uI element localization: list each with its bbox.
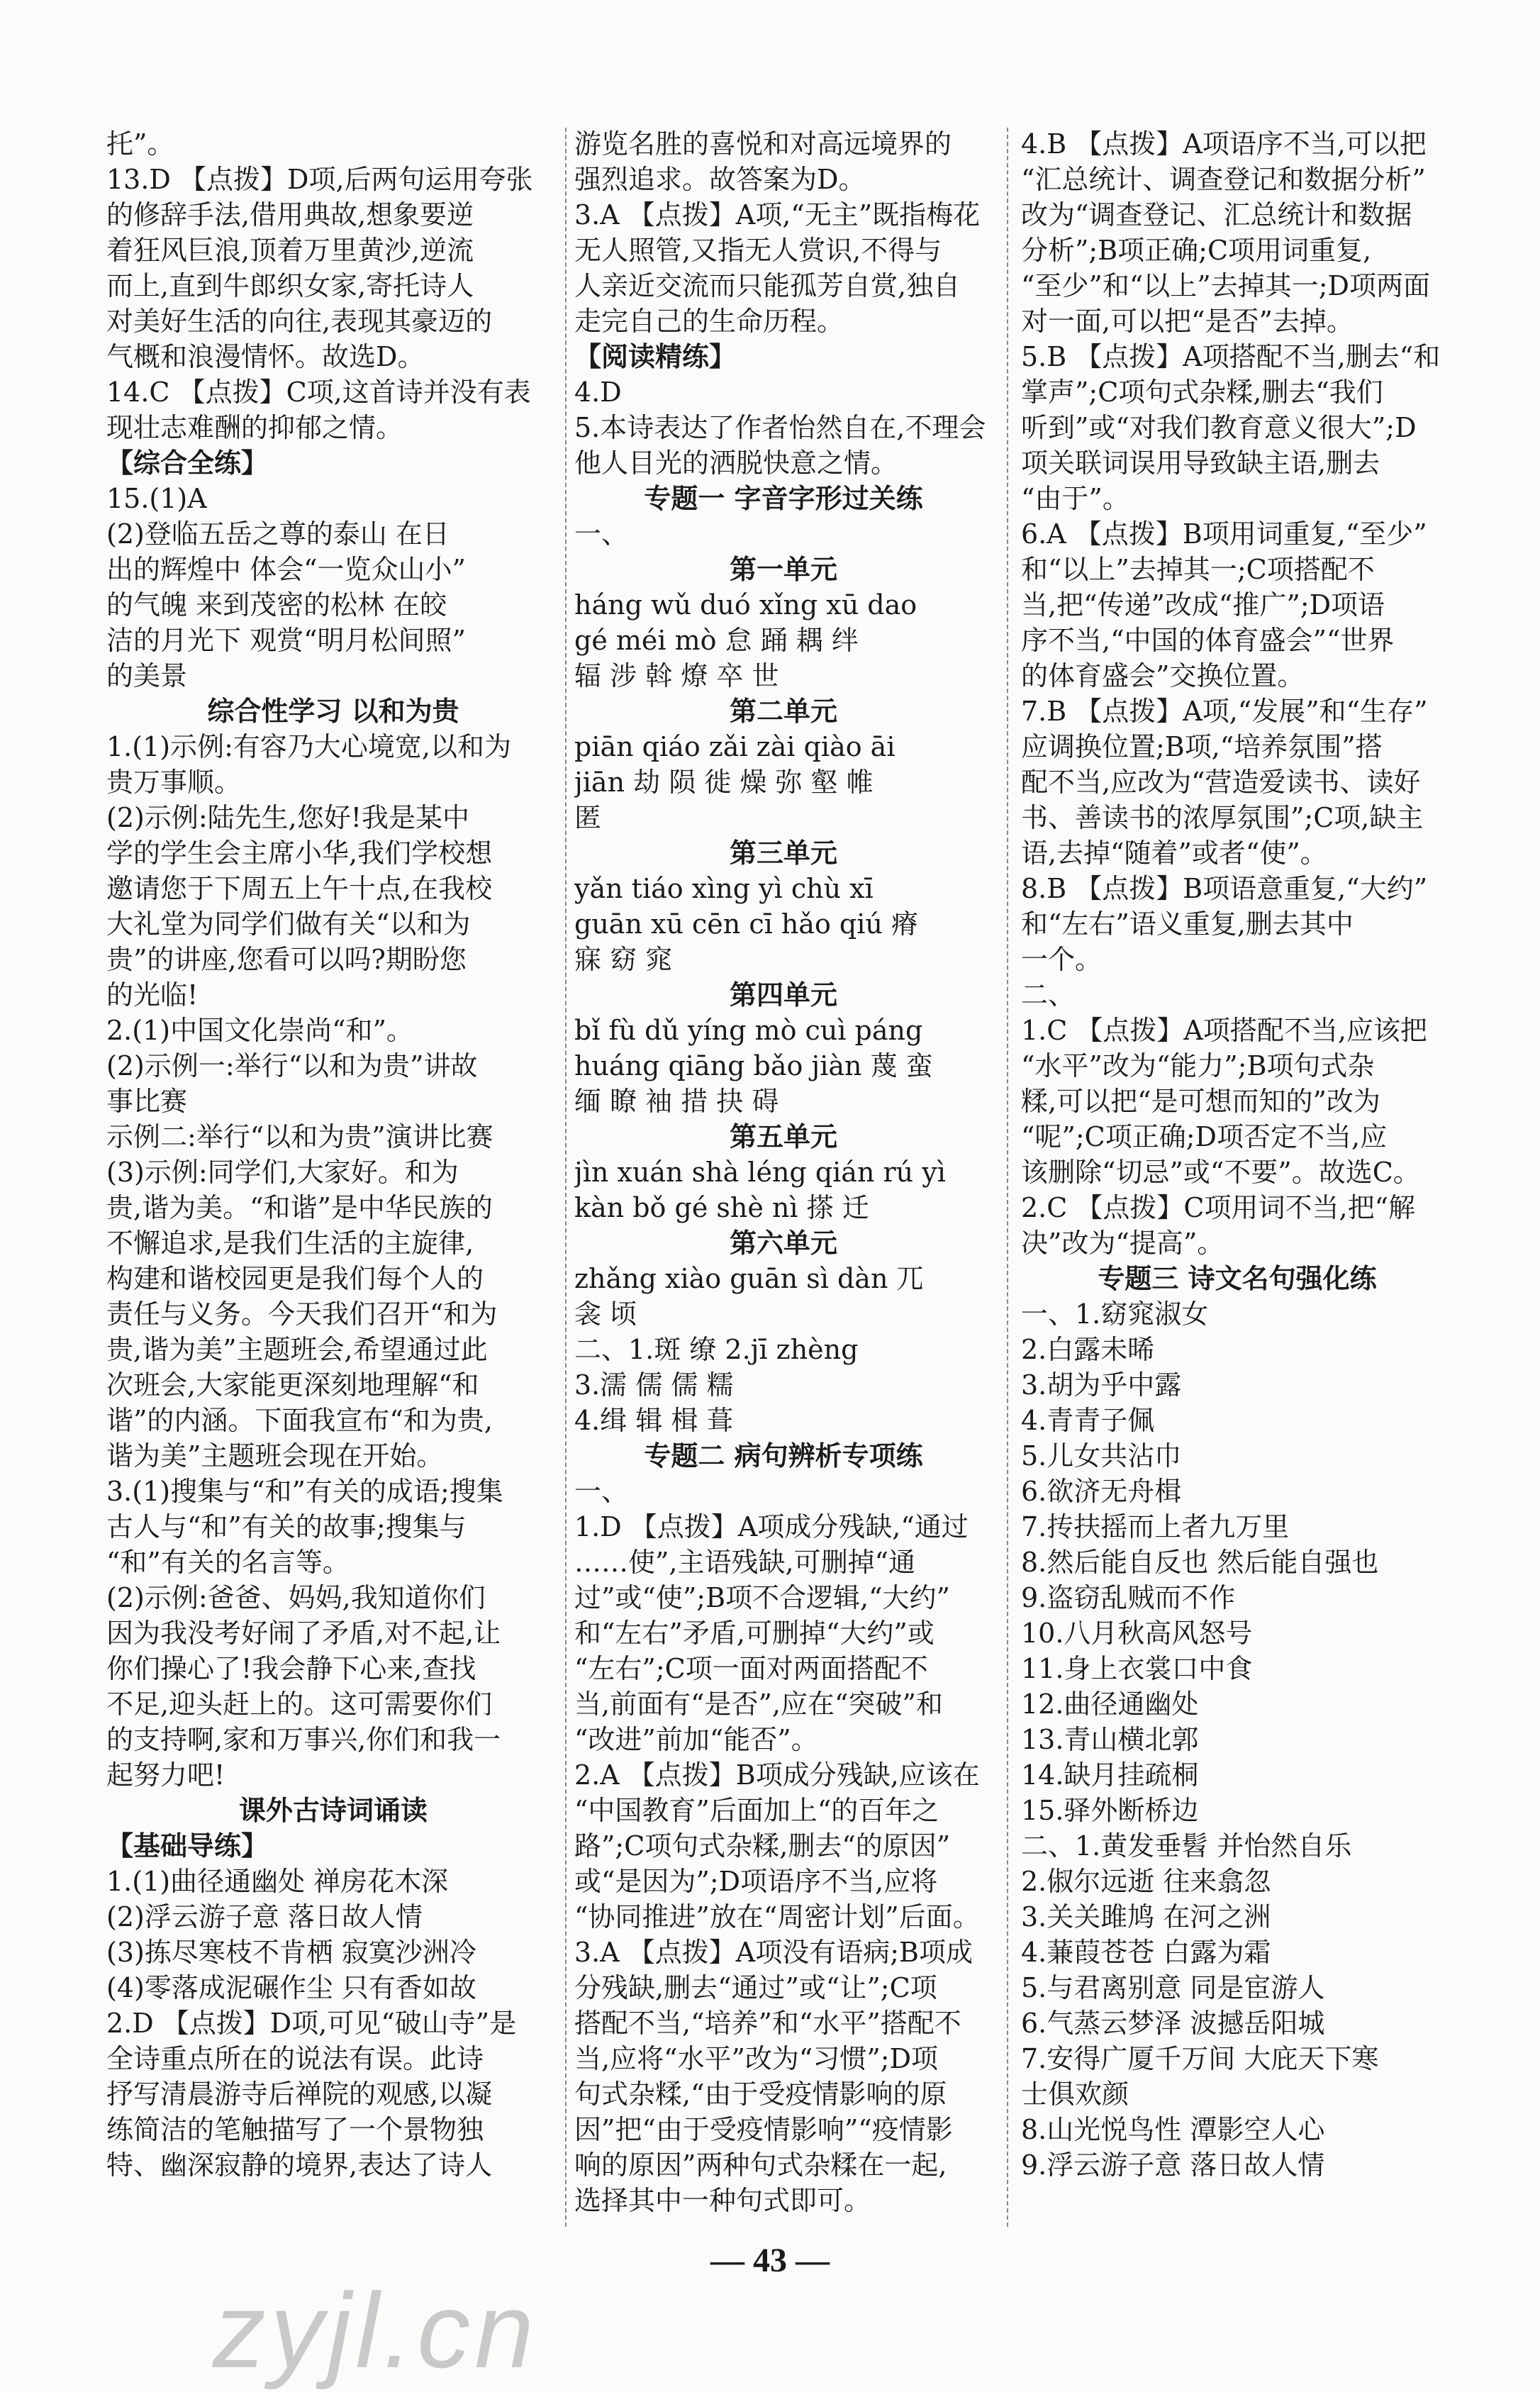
text-line: 1.C 【点拨】A项搭配不当,应该把: [1021, 1015, 1427, 1046]
text-line: 一、1.窈窕淑女: [1021, 1298, 1209, 1330]
answer-column-middle: [574, 126, 993, 2218]
text-line: 而上,直到牛郎织女家,寄托诗人: [106, 270, 474, 301]
text-line: 构建和谐校园更是我们每个人的: [106, 1263, 484, 1294]
text-line: “呢”;C项正确;D项否定不当,应: [1021, 1121, 1388, 1152]
text-line: jìn xuán shà léng qián rú yì: [574, 1157, 946, 1188]
text-line: 该删除“切忌”或“不要”。故选C。: [1021, 1157, 1420, 1188]
text-line: “和”有关的名言等。: [106, 1547, 350, 1578]
text-line: 衾 顷: [574, 1298, 637, 1330]
text-line: bǐ fù dǔ yíng mò cuì páng: [574, 1015, 923, 1046]
text-line: 应调换位置;B项,“培养氛围”搭: [1021, 731, 1383, 762]
text-line: 你们操心了!我会静下心来,查找: [106, 1653, 476, 1684]
text-line: 示例二:举行“以和为贵”演讲比赛: [106, 1121, 493, 1152]
text-line: 匿: [574, 802, 602, 833]
text-line: 贵,谐为美。“和谐”是中华民族的: [106, 1192, 493, 1223]
column-divider: [1007, 128, 1008, 2227]
text-line: 选择其中一种句式即可。: [574, 2185, 871, 2216]
text-line: (2)浮云游子意 落日故人情: [106, 1901, 423, 1932]
text-line: 序不当,“中国的体育盛会”“世界: [1021, 625, 1395, 656]
text-line: 掌声”;C项句式杂糅,删去“我们: [1021, 377, 1383, 408]
text-line: 13.D 【点拨】D项,后两句运用夸张: [106, 164, 533, 195]
text-line: 10.八月秋高风怒号: [1021, 1618, 1253, 1649]
section-heading: 第三单元: [729, 837, 837, 869]
text-line: 贵”的讲座,您看可以吗?期盼您: [106, 944, 467, 975]
text-line: “至少”和“以上”去掉其一;D项两面: [1021, 270, 1430, 301]
section-heading: 第四单元: [729, 979, 837, 1011]
text-line: 3.胡为乎中露: [1021, 1369, 1182, 1401]
text-line: 句式杂糅,“由于受疫情影响的原: [574, 2079, 947, 2110]
text-line: gé méi mò 怠 踊 耦 绊: [574, 625, 859, 656]
text-line: piān qiáo zǎi zài qiào āi: [574, 731, 895, 762]
text-line: 7.抟扶摇而上者九万里: [1021, 1511, 1290, 1542]
text-line: 特、幽深寂静的境界,表达了诗人: [106, 2149, 493, 2181]
text-line: 当,把“传递”改成“推广”;D项语: [1021, 589, 1385, 621]
text-line: 对美好生活的向往,表现其豪迈的: [106, 306, 493, 337]
text-line: 8.山光悦鸟性 潭影空人心: [1021, 2114, 1325, 2145]
text-line: 8.B 【点拨】B项语意重复,“大约”: [1021, 873, 1428, 904]
column-divider: [565, 128, 567, 2227]
text-line: 不懈追求,是我们生活的主旋律,: [106, 1228, 474, 1259]
text-line: 3.A 【点拨】A项没有语病;B项成: [574, 1937, 973, 1968]
text-line: 和“左右”语义重复,删去其中: [1021, 908, 1354, 940]
text-line: ……使”,主语残缺,可删掉“通: [574, 1547, 916, 1578]
text-line: 人亲近交流而只能孤芳自赏,独自: [574, 270, 961, 301]
text-line: 和“左右”矛盾,可删掉“大约”或: [574, 1618, 934, 1649]
text-line: 辐 涉 斡 燎 卒 世: [574, 660, 779, 691]
text-line: 13.青山横北郭: [1021, 1724, 1199, 1755]
section-heading: 专题三 诗文名句强化练: [1098, 1262, 1377, 1294]
text-line: 6.A 【点拨】B项用词重复,“至少”: [1021, 518, 1427, 550]
text-line: 15.(1)A: [106, 483, 207, 514]
text-line: 出的辉煌中 体会“一览众山小”: [106, 554, 466, 585]
section-heading: 专题一 字音字形过关练: [644, 482, 923, 514]
text-line: 2.(1)中国文化崇尚“和”。: [106, 1015, 413, 1046]
text-line: 全诗重点所在的说法有误。此诗: [106, 2043, 484, 2074]
text-line: 2.D 【点拨】D项,可见“破山寺”是: [106, 2008, 517, 2039]
text-line: 走完自己的生命历程。: [574, 306, 844, 337]
text-line: 4.B 【点拨】A项语序不当,可以把: [1021, 128, 1427, 160]
text-line: 分析”;B项正确;C项用词重复,: [1021, 235, 1372, 266]
text-line: 1.(1)曲径通幽处 禅房花木深: [106, 1866, 449, 1897]
text-line: 配不当,应改为“营造爱读书、读好: [1021, 767, 1421, 798]
text-line: 对一面,可以把“是否”去掉。: [1021, 306, 1354, 337]
text-line: 的气魄 来到茂密的松林 在皎: [106, 589, 447, 621]
text-line: 项关联词误用导致缺主语,删去: [1021, 447, 1380, 479]
text-line: 谐”的内涵。下面我宣布“和为贵,: [106, 1405, 493, 1436]
text-line: 起努力吧!: [106, 1759, 225, 1791]
text-line: 15.驿外断桥边: [1021, 1795, 1199, 1826]
text-line: 6.欲济无舟楫: [1021, 1476, 1182, 1507]
text-line: 古人与“和”有关的故事;搜集与: [106, 1511, 467, 1542]
text-line: 响的原因”两种句式杂糅在一起,: [574, 2149, 947, 2181]
text-line: (2)示例:爸爸、妈妈,我知道你们: [106, 1582, 486, 1613]
text-line: 8.然后能自反也 然后能自强也: [1021, 1547, 1379, 1578]
text-line: 听到”或“对我们教育意义很大”;D: [1021, 412, 1417, 443]
watermark-logo: zyjl.cn: [213, 2271, 538, 2390]
text-line: 2.白露未晞: [1021, 1334, 1155, 1365]
text-line: 游览名胜的喜悦和对高远境界的: [574, 128, 952, 160]
text-line: 着狂风巨浪,顶着万里黄沙,逆流: [106, 235, 474, 266]
section-heading: 第二单元: [729, 695, 837, 727]
page-number: — 43 —: [710, 2242, 830, 2279]
text-line: 5.本诗表达了作者怡然自在,不理会: [574, 412, 986, 443]
text-line: “改进”前加“能否”。: [574, 1724, 818, 1755]
text-line: 7.B 【点拨】A项,“发展”和“生存”: [1021, 696, 1428, 727]
text-line: 或“是因为”;D项语序不当,应将: [574, 1866, 938, 1897]
answer-column-left: [106, 126, 560, 2183]
text-line: (3)示例:同学们,大家好。和为: [106, 1157, 459, 1188]
subsection-label: 【阅读精练】: [574, 340, 737, 372]
text-line: 练简洁的笔触描写了一个景物独: [106, 2114, 484, 2145]
text-line: 2.A 【点拨】B项成分残缺,应该在: [574, 1759, 980, 1791]
text-line: 5.B 【点拨】A项搭配不当,删去“和: [1021, 341, 1441, 372]
text-line: 一、: [574, 518, 629, 550]
text-line: 贵万事顺。: [106, 767, 242, 798]
text-line: 邀请您于下周五上午十点,在我校: [106, 873, 493, 904]
text-line: 和“以上”去掉其一;C项搭配不: [1021, 554, 1375, 585]
text-line: 9.浮云游子意 落日故人情: [1021, 2149, 1325, 2181]
text-line: 3.濡 儒 儒 糯: [574, 1369, 734, 1401]
text-line: 的美景: [106, 660, 188, 691]
text-line: 14.C 【点拨】C项,这首诗并没有表: [106, 377, 531, 408]
section-heading: 课外古诗词诵读: [238, 1794, 428, 1826]
text-line: 3.(1)搜集与“和”有关的成语;搜集: [106, 1476, 503, 1507]
text-line: háng wǔ duó xǐng xū dao: [574, 589, 917, 621]
text-line: 次班会,大家能更深刻地理解“和: [106, 1369, 479, 1401]
text-line: 现壮志难酬的抑郁之情。: [106, 412, 403, 443]
text-line: 的光临!: [106, 979, 199, 1011]
subsection-label: 【基础导练】: [106, 1830, 269, 1862]
text-line: 二、1.黄发垂髫 并怡然自乐: [1021, 1830, 1352, 1862]
text-line: zhǎng xiào guān sì dàn 兀: [574, 1263, 924, 1294]
text-line: 2.俶尔远逝 往来翕忽: [1021, 1866, 1271, 1897]
text-line: 11.身上衣裳口中食: [1021, 1653, 1253, 1684]
text-line: 因”把“由于受疫情影响”“疫情影: [574, 2114, 953, 2145]
text-line: 学的学生会主席小华,我们学校想: [106, 838, 493, 869]
text-line: 过”或“使”;B项不合逻辑,“大约”: [574, 1582, 950, 1613]
text-line: 事比赛: [106, 1086, 188, 1117]
section-heading: 第六单元: [729, 1227, 837, 1259]
text-line: 当,应将“水平”改为“习惯”;D项: [574, 2043, 939, 2074]
text-line: 7.安得广厦千万间 大庇天下寒: [1021, 2043, 1379, 2074]
text-line: 二、1.斑 缭 2.jī zhèng: [574, 1334, 859, 1365]
text-line: 2.C 【点拨】C项用词不当,把“解: [1021, 1192, 1415, 1223]
text-line: 1.(1)示例:有容乃大心境宽,以和为: [106, 731, 511, 762]
text-line: 一个。: [1021, 944, 1103, 975]
text-line: 12.曲径通幽处: [1021, 1689, 1199, 1720]
text-line: 路”;C项句式杂糅,删去“的原因”: [574, 1830, 951, 1862]
text-line: 洁的月光下 观赏“明月松间照”: [106, 625, 466, 656]
text-line: 的体育盛会”交换位置。: [1021, 660, 1305, 691]
text-line: 缅 瞭 袖 措 抉 碍: [574, 1086, 779, 1117]
text-line: 5.与君离别意 同是宦游人: [1021, 1972, 1325, 2003]
text-line: 3.A 【点拨】A项,“无主”既指梅花: [574, 199, 981, 230]
text-line: (3)拣尽寒枝不肯栖 寂寞沙洲冷: [106, 1937, 476, 1968]
text-line: 士俱欢颜: [1021, 2079, 1129, 2110]
text-line: 大礼堂为同学们做有关“以和为: [106, 908, 471, 940]
section-heading: 专题二 病句辨析专项练: [644, 1440, 923, 1472]
text-line: 4.缉 辑 楫 葺: [574, 1405, 734, 1436]
text-line: 的支持啊,家和万事兴,你们和我一: [106, 1724, 501, 1755]
text-line: guān xū cēn cī hǎo qiú 瘠: [574, 908, 918, 940]
text-line: 贵,谐为美”主题班会,希望通过此: [106, 1334, 488, 1365]
section-heading: 综合性学习 以和为贵: [207, 695, 459, 727]
text-line: 书、善读书的浓厚氛围”;C项,缺主: [1021, 802, 1424, 833]
text-line: “左右”;C项一面对两面搭配不: [574, 1653, 928, 1684]
text-line: 1.D 【点拨】A项成分残缺,“通过: [574, 1511, 969, 1542]
text-line: (2)示例一:举行“以和为贵”讲故: [106, 1050, 478, 1081]
text-line: 因为我没考好闹了矛盾,对不起,让: [106, 1618, 501, 1649]
text-line: 抒写清晨游寺后禅院的观感,以凝: [106, 2079, 493, 2110]
text-line: 5.儿女共沾巾: [1021, 1440, 1182, 1472]
text-line: 3.关关雎鸠 在河之洲: [1021, 1901, 1271, 1932]
text-line: jiān 劫 陨 徙 燥 弥 壑 帷: [574, 767, 874, 798]
answer-column-right: [1021, 126, 1453, 2183]
text-line: 改为“调查登记、汇总统计和数据: [1021, 199, 1412, 230]
text-line: 4.D: [574, 377, 622, 408]
text-line: yǎn tiáo xìng yì chù xī: [574, 873, 874, 904]
text-line: 4.蒹葭苍苍 白露为霜: [1021, 1937, 1271, 1968]
section-heading: 第一单元: [729, 553, 837, 585]
text-line: 语,去掉“随着”或者“使”。: [1021, 838, 1327, 869]
text-line: 他人目光的洒脱快意之情。: [574, 447, 898, 479]
text-line: 二、: [1021, 979, 1076, 1011]
text-line: 无人照管,又指无人赏识,不得与: [574, 235, 942, 266]
text-line: “中国教育”后面加上“的百年之: [574, 1795, 939, 1826]
text-line: 的修辞手法,借用典故,想象要逆: [106, 199, 474, 230]
subsection-label: 【综合全练】: [106, 447, 269, 479]
text-line: 气概和浪漫情怀。故选D。: [106, 341, 425, 372]
text-line: “汇总统计、调查登记和数据分析”: [1021, 164, 1426, 195]
text-line: 一、: [574, 1476, 629, 1507]
text-line: 6.气蒸云梦泽 波撼岳阳城: [1021, 2008, 1325, 2039]
text-line: 当,前面有“是否”,应在“突破”和: [574, 1689, 943, 1720]
text-line: 决”改为“提高”。: [1021, 1228, 1224, 1259]
text-line: 不足,迎头赶上的。这可需要你们: [106, 1689, 493, 1720]
text-line: kàn bǒ gé shè nì 搽 迁: [574, 1192, 869, 1223]
text-line: “协同推进”放在“周密计划”后面。: [574, 1901, 980, 1932]
text-line: (2)登临五岳之尊的泰山 在日: [106, 518, 450, 550]
text-line: 责任与义务。今天我们召开“和为: [106, 1298, 498, 1330]
text-line: 4.青青子佩: [1021, 1405, 1155, 1436]
section-heading: 第五单元: [729, 1120, 837, 1152]
text-line: 分残缺,删去“通过”或“让”;C项: [574, 1972, 937, 2003]
text-line: (4)零落成泥碾作尘 只有香如故: [106, 1972, 476, 2003]
text-line: 谐为美”主题班会现在开始。: [106, 1440, 444, 1472]
text-line: “由于”。: [1021, 483, 1129, 514]
text-line: 寐 窈 窕: [574, 944, 673, 975]
text-line: 14.缺月挂疏桐: [1021, 1759, 1199, 1791]
text-line: 9.盗窃乱贼而不作: [1021, 1582, 1236, 1613]
text-line: huáng qiāng bǎo jiàn 蔑 蛮: [574, 1050, 933, 1081]
text-line: 搭配不当,“培养”和“水平”搭配不: [574, 2008, 961, 2039]
text-line: 强烈追求。故答案为D。: [574, 164, 866, 195]
text-line: 糅,可以把“是可想而知的”改为: [1021, 1086, 1380, 1117]
text-line: 托”。: [106, 128, 174, 160]
text-line: “水平”改为“能力”;B项句式杂: [1021, 1050, 1375, 1081]
text-line: (2)示例:陆先生,您好!我是某中: [106, 802, 469, 833]
